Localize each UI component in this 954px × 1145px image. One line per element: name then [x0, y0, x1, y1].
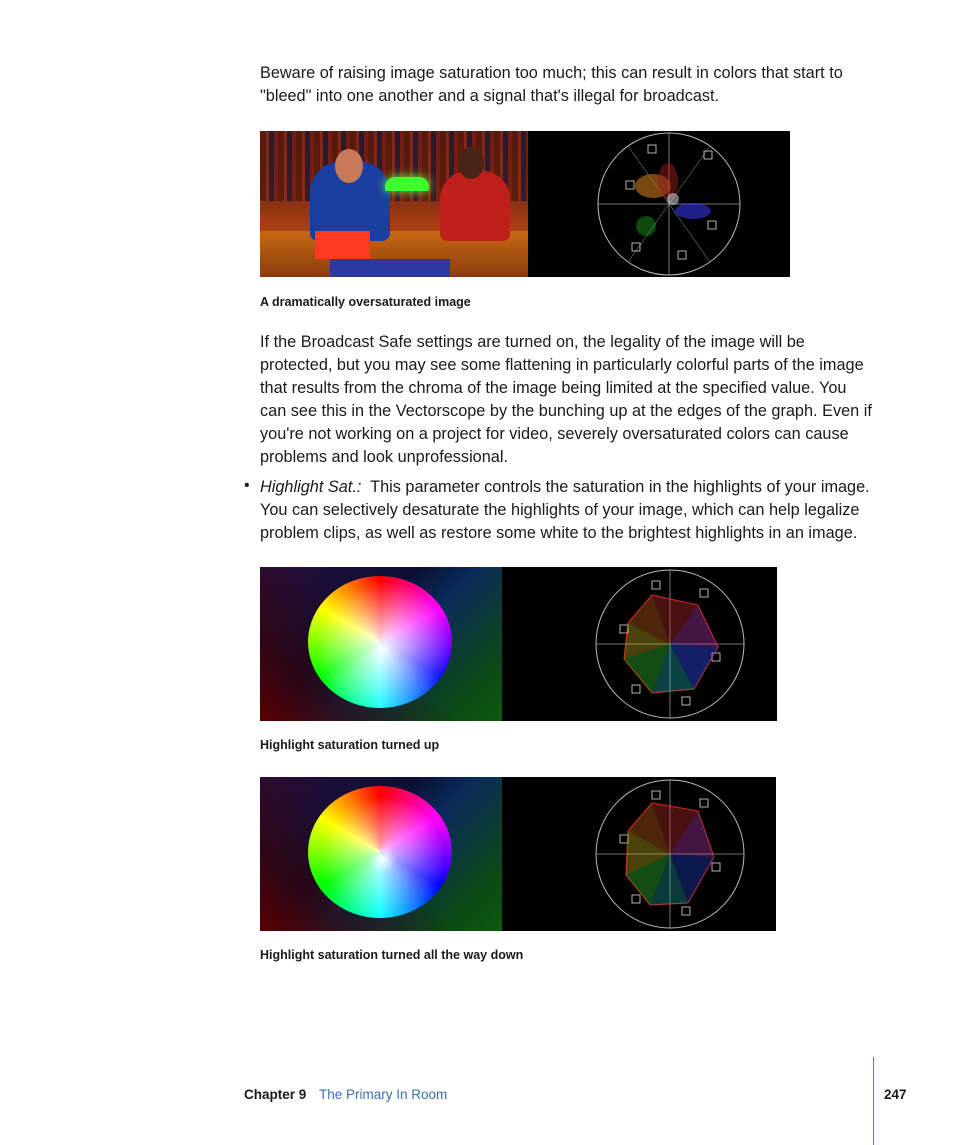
broadcast-safe-paragraph: If the Broadcast Safe settings are turned on, the legality of the image will be protected, but you may see some flattening in particularly colorful parts of the image that results from the chroma of the image being limited at the specified value. You can see this in the Vectorscope by the bunching up at the edges of the graph. Even if you're not working on a project for video, severely oversaturated colors can cause problems and look unprofessional.	[260, 333, 872, 466]
page-number: 247	[884, 1087, 907, 1102]
highlight-sat-up-figure	[260, 567, 777, 721]
figure2-caption: Highlight saturation turned up	[260, 738, 440, 752]
intro-paragraph: Beware of raising image saturation too much; this can result in colors that start to "bleed" into one another and a signal that's illegal for broadcast.	[260, 64, 843, 105]
footer-chapter-title[interactable]: The Primary In Room	[319, 1087, 448, 1102]
vectorscope-highlight-down	[502, 777, 776, 931]
highlight-sat-term: Highlight Sat.:	[260, 478, 362, 496]
vectorscope-highlight-up	[502, 567, 777, 721]
vectorscope-oversaturated	[528, 131, 790, 277]
color-wheel	[308, 576, 452, 708]
figure3-caption: Highlight saturation turned all the way down	[260, 948, 524, 962]
figure1-caption: A dramatically oversaturated image	[260, 295, 471, 309]
footer-divider	[873, 1057, 874, 1145]
color-wheel-panel	[260, 567, 502, 721]
color-wheel-2	[308, 786, 452, 918]
oversaturated-photo	[260, 131, 528, 277]
color-wheel-panel-2	[260, 777, 502, 931]
highlight-sat-down-figure	[260, 777, 776, 931]
bullet-marker: •	[244, 477, 250, 494]
highlight-sat-item	[260, 476, 875, 545]
highlight-sat-text: This parameter controls the saturation in the highlights of your image. You can selectively desaturate the highlights of your image, which can help legalize problem clips, as well as restore some white to the brightest highlights in an image.	[260, 478, 870, 542]
oversaturated-figure	[260, 131, 790, 277]
footer-chapter: Chapter 9	[244, 1087, 307, 1102]
